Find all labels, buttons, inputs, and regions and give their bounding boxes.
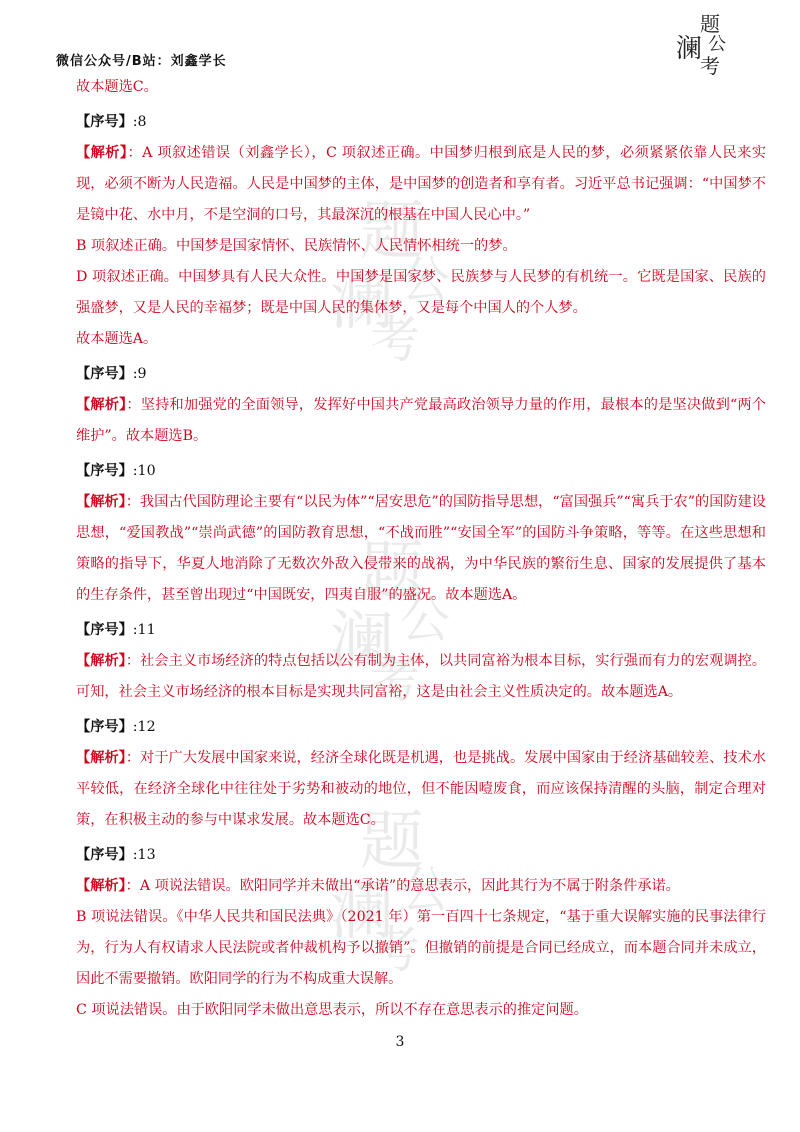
answer-analysis [76,487,766,611]
question-number [76,107,766,138]
logo-char: 澜 [676,34,703,64]
page-number: 3 [395,1034,405,1050]
question-num: :11 [132,622,156,638]
question-number [76,359,766,390]
logo-char: 考 [700,54,720,78]
logo-char: 题 [700,12,720,36]
paragraph: D 项叙述正确。中国梦具有人民大众性。中国梦是国家梦、民族梦与人民梦的有机统一。它既是国家、民族的强盛梦，又是人民的幸福梦；既是中国人民的集体梦，又是每个中国人的个人梦。 [76,269,766,316]
question-label: 【序号】 [76,463,133,479]
analysis-label: 【解析】 [76,145,128,161]
question-number [76,456,766,487]
question-num: :8 [132,114,147,130]
question-num: :13 [132,847,156,863]
question-num: :10 [132,463,156,479]
answer-analysis [76,646,766,708]
paragraph: 故本题选C。 [76,79,158,95]
answer-analysis [76,138,766,231]
analysis-label: 【解析】 [76,750,126,766]
analysis-label: 【解析】 [76,397,127,413]
question-number [76,615,766,646]
question-num: :12 [132,719,156,735]
watermark: 题 澜 公 考 [330,195,450,369]
question-label: 【序号】 [76,847,133,863]
analysis-text: ：我国古代国防理论主要有“以民为体”“居安思危”的国防指导思想，“富国强兵”“寓兵于农”的国防建设思想，“爱国教战”“崇尚武德”的国防教育思想，“不战而胜”“安国全军”的国防斗争策略，等等。在这些思想和策略的指导下，华夏人地消除了无数次外敌入侵带来的战祸，为中华民族的繁衍生息、国家的发展提供了基本的生存条件，甚至曾出现过“中国既安，四夷自服”的盛况。故本题选A。 [76,494,766,603]
question-label: 【序号】 [76,366,133,382]
paragraph: 故本题选A。 [76,331,158,347]
watermark: 题 澜 公 考 [330,535,450,709]
answer-analysis [76,390,766,452]
question-number [76,712,766,743]
analysis-label: 【解析】 [76,878,126,894]
paragraph: C 项说法错误。由于欧阳同学未做出意思表示，所以不存在意思表示的推定问题。 [76,1002,588,1018]
question-label: 【序号】 [76,719,133,735]
analysis-text: ：对于广大发展中国家来说，经济全球化既是机遇，也是挑战。发展中国家由于经济基础较差、技术水平较低，在经济全球化中往往处于劣势和被动的地位，但不能因噎废食，而应该保持清醒的头脑，制定合理对策，在积极主动的参与中谋求发展。故本题选C。 [76,750,766,828]
analysis-text: ：A 项叙述错误（刘鑫学长），C 项叙述正确。中国梦归根到底是人民的梦，必须紧紧依靠人民来实现，必须不断为人民造福。人民是中国梦的主体，是中国梦的创造者和享有者。习近平总书记强调：“中国梦不是镜中花、水中月，不是空洞的口号，其最深沉的根基在中国人民心中。” [76,145,766,223]
watermark: 题 澜 公 考 [330,805,450,979]
paragraph: B 项叙述正确。中国梦是国家情怀、民族情怀、人民情怀相统一的梦。 [76,238,517,254]
analysis-label: 【解析】 [76,494,126,510]
question-number [76,840,766,871]
header-account-text: 微信公众号/B站：刘鑫学长 [56,54,227,69]
logo-char: 公 [708,34,726,55]
document-body [76,72,766,1026]
question-label: 【序号】 [76,622,133,638]
analysis-text: ：坚持和加强党的全面领导，发挥好中国共产党最高政治领导力量的作用，最根本的是坚决做到“两个维护”。故本题选B。 [76,397,766,444]
question-num: :9 [132,366,147,382]
paragraph: B 项说法错误。《中华人民共和国民法典》（2021 年）第一百四十七条规定，“基于重大误解实施的民事法律行为，行为人有权请求人民法院或者仲裁机构予以撤销”。但撤销的前提是合同已经成立，而本题合同并未成立，因此不需要撤销。欧阳同学的行为不构成重大误解。 [76,909,766,987]
answer-analysis [76,871,766,902]
question-label: 【序号】 [76,114,133,130]
analysis-text: ：社会主义市场经济的特点包括以公有制为主体，以共同富裕为根本目标，实行强而有力的宏观调控。可知，社会主义市场经济的根本目标是实现共同富裕，这是由社会主义性质决定的。故本题选A。 [76,653,766,700]
answer-analysis [76,743,766,836]
analysis-label: 【解析】 [76,653,126,669]
analysis-text: ：A 项说法错误。欧阳同学并未做出“承诺”的意思表示，因此其行为不属于附条件承诺。 [125,878,680,894]
brand-logo [670,8,740,78]
